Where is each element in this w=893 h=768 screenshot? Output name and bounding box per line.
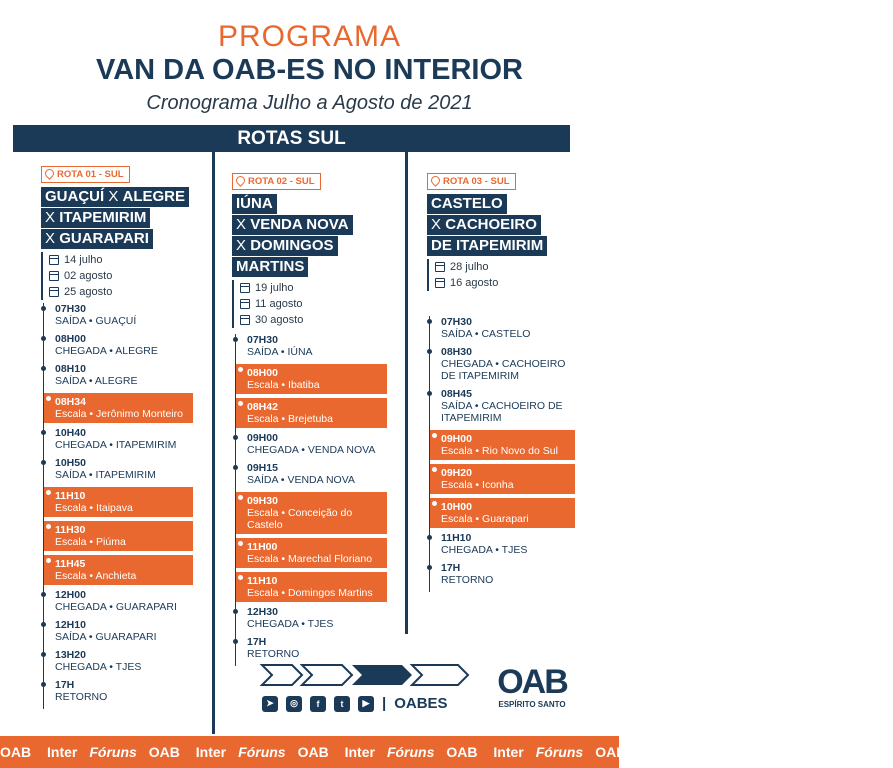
event-description: CHEGADA • VENDA NOVA [247, 444, 376, 456]
schedule-event [430, 346, 575, 382]
route-date [49, 284, 201, 300]
footer-inter: Inter [493, 744, 524, 760]
route-city-line [427, 215, 541, 235]
event-time: 08H10 [55, 363, 86, 375]
event-description: SAÍDA • ITAPEMIRIM [55, 469, 156, 481]
timeline [43, 303, 193, 709]
event-description: CHEGADA • TJES [55, 661, 142, 673]
event-time: 09H30 [247, 495, 278, 507]
schedule-event [44, 427, 193, 451]
social-bar [262, 695, 448, 712]
city-name: DE ITAPEMIRIM [431, 237, 544, 254]
page-title: VAN DA OAB-ES NO INTERIOR [96, 54, 523, 86]
city-name: DOMINGOS [250, 237, 334, 254]
location-pin-icon [431, 176, 440, 187]
event-description: Escala • Anchieta [55, 570, 137, 582]
route-date-label: 30 agosto [255, 314, 304, 326]
event-time: 08H00 [55, 333, 86, 345]
event-time: 13H20 [55, 649, 86, 661]
route-date [435, 259, 577, 275]
route-city-line [427, 236, 547, 256]
event-description: SAÍDA • GUARAPARI [55, 631, 157, 643]
event-time: 08H34 [55, 396, 86, 408]
event-time: 09H00 [247, 432, 278, 444]
event-description: SAÍDA • ALEGRE [55, 375, 138, 387]
route-tag [427, 173, 516, 190]
event-time: 07H30 [247, 334, 278, 346]
schedule-event [44, 303, 193, 327]
oab-logo [487, 664, 577, 709]
event-time: 12H10 [55, 619, 86, 631]
event-description: Escala • Domingos Martins [247, 587, 373, 599]
event-description: Escala • Jerônimo Monteiro [55, 408, 183, 420]
event-description: CHEGADA • CACHOEIRO DE ITAPEMIRIM [441, 358, 566, 382]
event-description: Escala • Conceição do Castelo [247, 507, 353, 531]
route-city-line [41, 229, 153, 249]
event-description: Escala • Guarapari [441, 513, 529, 525]
city-separator: X [236, 216, 251, 233]
route-date-label: 14 julho [64, 254, 103, 266]
event-time: 11H45 [55, 558, 86, 570]
oab-logo-text: OAB [497, 663, 567, 701]
route-dates [427, 259, 577, 291]
stop-event [236, 364, 387, 394]
footer-foruns: Fóruns [386, 744, 435, 760]
route-city-line [41, 208, 150, 228]
schedule-event [236, 334, 387, 358]
stop-event [430, 498, 575, 528]
separator: | [382, 695, 387, 712]
city-name: MARTINS [236, 258, 305, 275]
route-column [232, 173, 392, 328]
event-time: 11H10 [441, 532, 472, 544]
calendar-icon [240, 283, 250, 293]
city-name: CACHOEIRO [445, 216, 537, 233]
stop-event [236, 492, 387, 534]
event-time: 10H50 [55, 457, 86, 469]
section-band: ROTAS SUL [13, 125, 570, 152]
footer-inter: Inter [195, 744, 227, 760]
event-description: Escala • Brejetuba [247, 413, 333, 425]
route-city-line [232, 257, 308, 277]
event-description: Escala • Marechal Floriano [247, 553, 373, 565]
route-date-label: 25 agosto [64, 286, 113, 298]
footer-brand [0, 744, 137, 760]
twitter-icon[interactable]: t [334, 696, 350, 712]
event-description: CHEGADA • TJES [441, 544, 528, 556]
route-date [240, 280, 392, 296]
footer-brand [446, 744, 583, 760]
event-description: Escala • Rio Novo do Sul [441, 445, 558, 457]
event-description: Escala • Itaipava [55, 502, 133, 514]
route-date-label: 16 agosto [450, 277, 499, 289]
event-description: CHEGADA • TJES [247, 618, 334, 630]
event-time: 08H00 [247, 367, 278, 379]
event-time: 07H30 [55, 303, 86, 315]
stop-event [236, 572, 387, 602]
event-time: 10H00 [441, 501, 472, 513]
calendar-icon [435, 278, 445, 288]
event-time: 08H42 [247, 401, 278, 413]
city-separator: X [45, 209, 60, 226]
event-time: 17H [441, 562, 461, 574]
calendar-icon [240, 315, 250, 325]
program-label: PROGRAMA [217, 20, 402, 53]
route-tag-label: ROTA 01 - SUL [57, 169, 124, 180]
route-city-line [41, 187, 189, 207]
event-time: 12H00 [55, 589, 86, 601]
footer-inter: Inter [642, 744, 673, 760]
stop-event [430, 464, 575, 494]
footer-foruns: Fóruns [684, 744, 732, 760]
city-name: IÚNA [236, 195, 273, 212]
footer-brand [595, 744, 732, 760]
schedule-event [44, 649, 193, 673]
page-subtitle: Cronograma Julho a Agosto de 2021 [146, 92, 473, 114]
event-time: 11H10 [55, 490, 86, 502]
city-name: ITAPEMIRIM [59, 209, 147, 226]
schedule-event [430, 388, 575, 424]
event-description: SAÍDA • VENDA NOVA [247, 474, 355, 486]
schedule-event [44, 589, 193, 613]
route-date [49, 252, 201, 268]
route-city-line [427, 194, 507, 214]
oab-logo-subtitle: ESPÍRITO SANTO [498, 700, 566, 709]
stop-event [44, 393, 193, 423]
column-divider [212, 152, 215, 734]
telegram-icon[interactable]: ➤ [262, 696, 278, 712]
event-time: 10H40 [55, 427, 86, 439]
event-description: Escala • Iconha [441, 479, 514, 491]
instagram-icon[interactable]: ◎ [286, 696, 302, 712]
schedule-event [44, 363, 193, 387]
city-separator: X [104, 188, 123, 205]
schedule-event [44, 679, 193, 703]
event-time: 12H30 [247, 606, 278, 618]
route-date [435, 275, 577, 291]
calendar-icon [240, 299, 250, 309]
calendar-icon [49, 287, 59, 297]
location-pin-icon [45, 169, 54, 180]
schedule-event [44, 333, 193, 357]
youtube-icon[interactable]: ▶ [358, 696, 374, 712]
route-tag-label: ROTA 03 - SUL [443, 176, 510, 187]
route-date [240, 312, 392, 328]
event-time: 17H [55, 679, 75, 691]
city-separator: X [236, 237, 251, 254]
schedule-event [236, 636, 387, 660]
city-separator: X [45, 230, 60, 247]
route-cities [427, 194, 577, 257]
event-description: Escala • Piúma [55, 536, 126, 548]
footer-oab: OAB [148, 744, 184, 760]
footer-foruns: Fóruns [535, 744, 584, 760]
footer-band [0, 736, 881, 768]
event-description: CHEGADA • ALEGRE [55, 345, 158, 357]
event-time: 08H45 [441, 388, 472, 400]
event-time: 11H30 [55, 524, 86, 536]
schedule-event [236, 462, 387, 486]
footer-foruns: Fóruns [833, 744, 881, 760]
route-tag [41, 166, 130, 183]
event-description: Escala • Ibatiba [247, 379, 320, 391]
footer-foruns: Fóruns [238, 744, 286, 760]
event-time: 08H30 [441, 346, 472, 358]
footer-foruns: Fóruns [89, 744, 137, 760]
schedule-event [236, 432, 387, 456]
event-description: SAÍDA • IÚNA [247, 346, 313, 358]
event-description: SAÍDA • GUAÇUÍ [55, 315, 137, 327]
stop-event [236, 398, 387, 428]
footer-inter: Inter [790, 744, 822, 760]
route-city-line [232, 194, 277, 214]
city-name: GUAÇUÍ [45, 188, 105, 205]
event-time: 17H [247, 636, 267, 648]
footer-inter: Inter [47, 744, 78, 760]
location-pin-icon [236, 176, 245, 187]
city-separator: X [431, 216, 446, 233]
footer-oab: OAB [595, 744, 631, 760]
event-time: 11H00 [247, 541, 278, 553]
route-date-label: 28 julho [450, 261, 489, 273]
stop-event [430, 430, 575, 460]
route-date-label: 02 agosto [64, 270, 113, 282]
column-divider [405, 152, 408, 634]
footer-oab: OAB [0, 744, 35, 760]
event-description: CHEGADA • GUARAPARI [55, 601, 177, 613]
stop-event [44, 487, 193, 517]
schedule-event [44, 457, 193, 481]
event-description: SAÍDA • CASTELO [441, 328, 531, 340]
event-description: CHEGADA • ITAPEMIRIM [55, 439, 177, 451]
route-tag [232, 173, 321, 190]
schedule-event [430, 532, 575, 556]
footer-brand [744, 744, 881, 760]
event-description: RETORNO [55, 691, 108, 703]
footer-oab: OAB [297, 744, 333, 760]
schedule-event [44, 619, 193, 643]
footer-brand [298, 744, 435, 760]
social-handle[interactable]: OABES [394, 695, 448, 712]
event-time: 09H00 [441, 433, 472, 445]
route-column [41, 166, 201, 300]
stop-event [44, 555, 193, 585]
city-name: CASTELO [431, 195, 503, 212]
calendar-icon [435, 262, 445, 272]
footer-brand [149, 744, 286, 760]
event-time: 09H20 [441, 467, 472, 479]
calendar-icon [49, 271, 59, 281]
schedule-event [236, 606, 387, 630]
event-description: SAÍDA • CACHOEIRO DE ITAPEMIRIM [441, 400, 563, 424]
footer-inter: Inter [344, 744, 375, 760]
event-description: RETORNO [247, 648, 300, 660]
timeline [235, 334, 387, 666]
schedule-event [430, 316, 575, 340]
route-date-label: 11 agosto [255, 298, 303, 310]
stop-event [236, 538, 387, 568]
timeline [429, 316, 575, 592]
facebook-icon[interactable]: f [310, 696, 326, 712]
event-description: RETORNO [441, 574, 494, 586]
arrows-decoration [262, 664, 469, 686]
route-date [49, 268, 201, 284]
calendar-icon [49, 255, 59, 265]
route-date [240, 296, 392, 312]
route-dates [41, 252, 201, 300]
event-time: 09H15 [247, 462, 278, 474]
city-name: ALEGRE [122, 188, 186, 205]
schedule-event [430, 562, 575, 586]
route-cities [232, 194, 392, 278]
route-date-label: 19 julho [255, 282, 294, 294]
stop-event [44, 521, 193, 551]
route-dates [232, 280, 392, 328]
route-city-line [232, 236, 338, 256]
event-time: 07H30 [441, 316, 472, 328]
route-tag-label: ROTA 02 - SUL [248, 176, 315, 187]
footer-oab: OAB [446, 744, 482, 760]
route-city-line [232, 215, 353, 235]
city-name: VENDA NOVA [250, 216, 349, 233]
route-cities [41, 187, 201, 250]
city-name: GUARAPARI [59, 230, 149, 247]
route-column [427, 173, 577, 291]
footer-oab: OAB [743, 744, 779, 760]
event-time: 11H10 [247, 575, 278, 587]
